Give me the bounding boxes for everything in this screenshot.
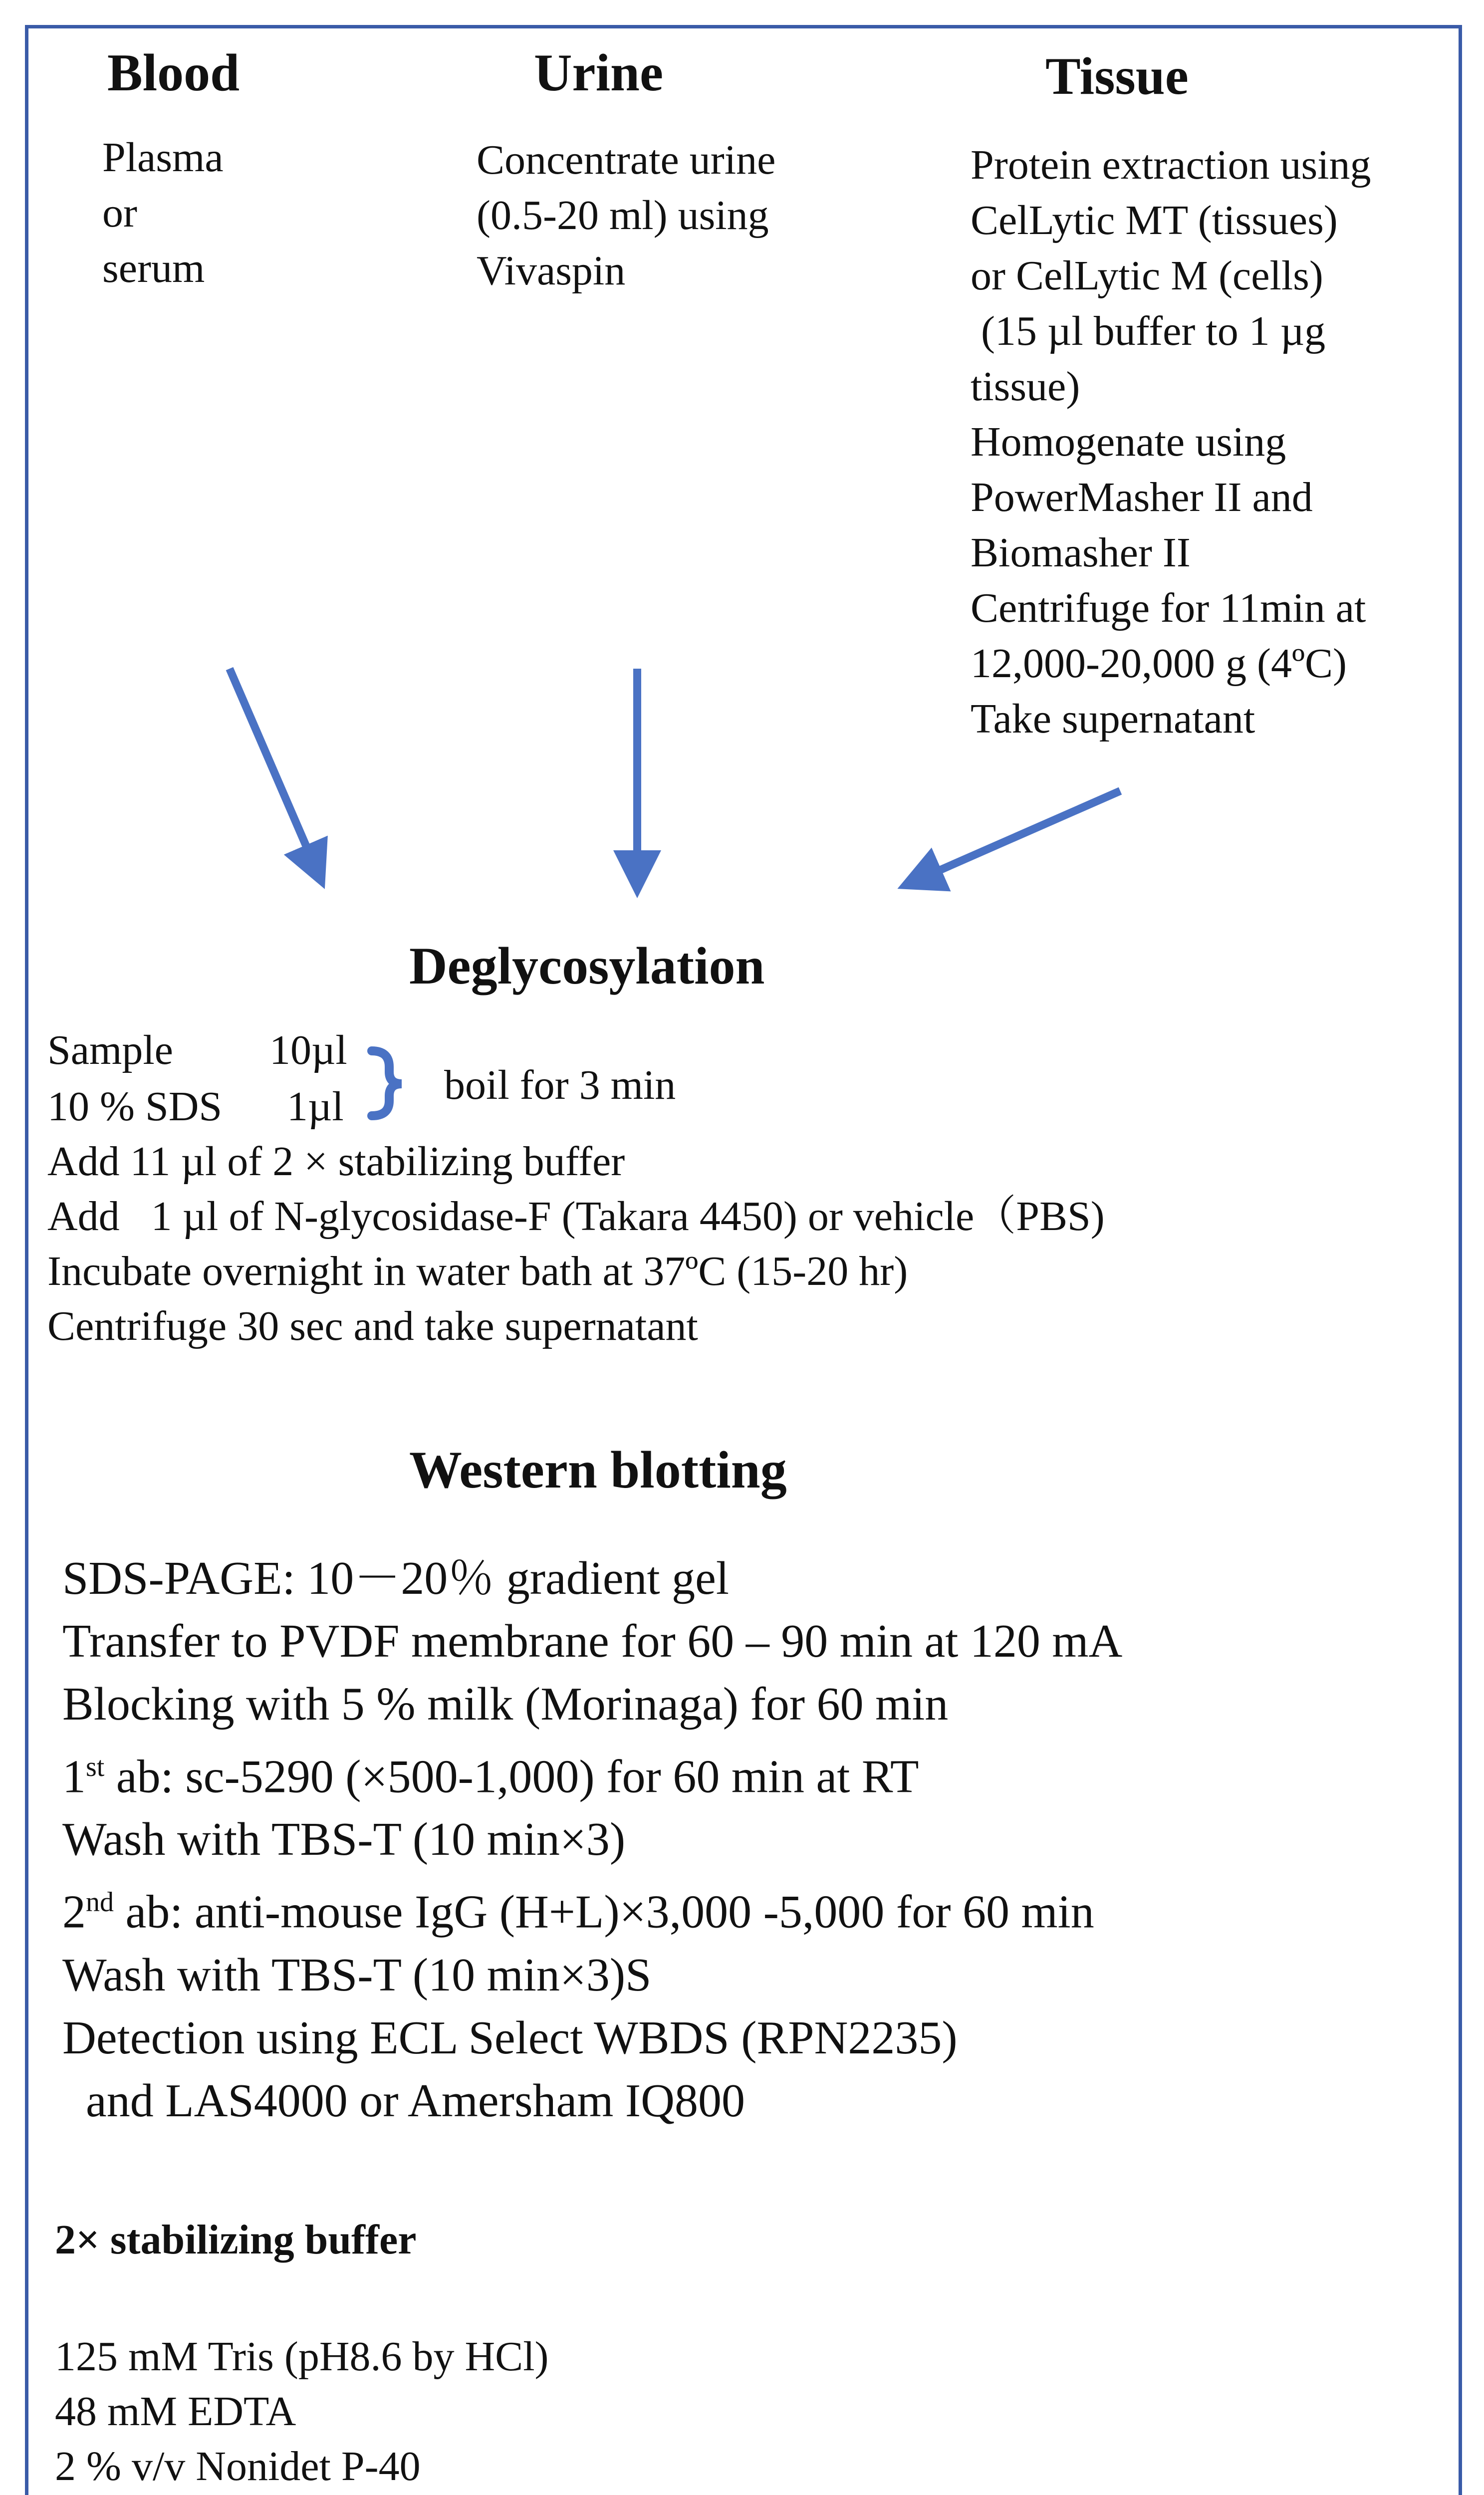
tissue-line: Homogenate using (971, 419, 1286, 465)
western-step-number: 2 (62, 1886, 86, 1938)
western-step: Wash with TBS-T (10 min×3) (62, 1813, 626, 1866)
western-step (62, 1736, 1122, 1808)
western-step-text: ab: anti-mouse IgG (H+L)×3,000 -5,000 for 60 min (114, 1886, 1094, 1938)
western-heading: Western blotting (409, 1441, 787, 1499)
tissue-line: or CelLytic M (cells) (971, 252, 1323, 299)
western-step: Detection using ECL Select WBDS (RPN2235) (62, 2011, 958, 2064)
deglycosylation-step: Centrifuge 30 sec and take supernatant (47, 1303, 698, 1349)
western-step-ordinal: nd (86, 1887, 114, 1918)
blood-line: serum (102, 245, 205, 291)
tissue-line: Centrifuge for 11min at (971, 585, 1366, 631)
tissue-heading: Tissue (1045, 47, 1189, 105)
tissue-line: 12,000-20,000 g (4ºC) (971, 640, 1347, 687)
tissue-line: PowerMasher II and (971, 474, 1313, 520)
buffer-item: 125 mM Tris (pH8.6 by HCl) (55, 2333, 549, 2380)
tissue-line: Protein extraction using (971, 142, 1371, 188)
urine-heading: Urine (534, 43, 664, 102)
urine-line: (0.5-20 ml) using (477, 192, 769, 239)
sds-volume: 1µl (287, 1083, 344, 1130)
urine-line: Concentrate urine (477, 137, 776, 183)
western-step: Transfer to PVDF membrane for 60 – 90 min at 120 mA (62, 1615, 1123, 1667)
western-step: Wash with TBS-T (10 min×3)S (62, 1949, 652, 2001)
deglycosylation-heading: Deglycosylation (409, 937, 765, 995)
tissue-line: Biomasher II (971, 529, 1191, 576)
buffer-recipe (55, 2329, 549, 2495)
blood-arrow (230, 669, 317, 871)
tissue-line: tissue) (971, 363, 1080, 410)
tissue-line: (15 µl buffer to 1 µg (971, 308, 1326, 354)
deglycosylation-step: Add 1 µl of N-glycosidase-F (Takara 4450) or vehicle（PBS) (47, 1193, 1105, 1240)
blood-heading: Blood (107, 43, 240, 102)
western-step (62, 1871, 1122, 1943)
western-step-text: ab: sc-5290 (×500-1,000) for 60 min at RT (104, 1750, 919, 1803)
boil-note: boil for 3 min (444, 1062, 676, 1108)
blood-line: or (102, 190, 137, 236)
tissue-line: Take supernatant (971, 696, 1255, 742)
western-step: Blocking with 5 % milk (Morinaga) for 60 min (62, 1678, 949, 1730)
sds-name: 10 % SDS (47, 1083, 223, 1130)
buffer-item: 48 mM EDTA (55, 2388, 296, 2435)
western-step: and LAS4000 or Amersham IQ800 (62, 2074, 745, 2127)
deglycosylation-step: Add 11 µl of 2 × stabilizing buffer (47, 1138, 625, 1185)
deglycosylation-steps (47, 1134, 1105, 1354)
urine-line: Vivaspin (477, 248, 626, 294)
western-step: SDS-PAGE: 10－20％ gradient gel (62, 1552, 730, 1604)
buffer-item: 2 % v/v Nonidet P-40 (55, 2443, 421, 2490)
sample-name: Sample (47, 1027, 173, 1073)
buffer-heading: 2× stabilizing buffer (55, 2217, 417, 2263)
western-step-number: 1 (62, 1750, 86, 1803)
boil-bracket (372, 1051, 402, 1116)
western-steps (62, 1547, 1122, 2132)
sample-volume: 10µl (269, 1027, 347, 1073)
tissue-line: CelLytic MT (tissues) (971, 197, 1338, 244)
western-step-ordinal: st (86, 1751, 105, 1782)
deglycosylation-step: Incubate overnight in water bath at 37ºC (15-20 hr) (47, 1248, 908, 1294)
tissue-arrow (916, 791, 1120, 881)
blood-line: Plasma (102, 134, 224, 181)
